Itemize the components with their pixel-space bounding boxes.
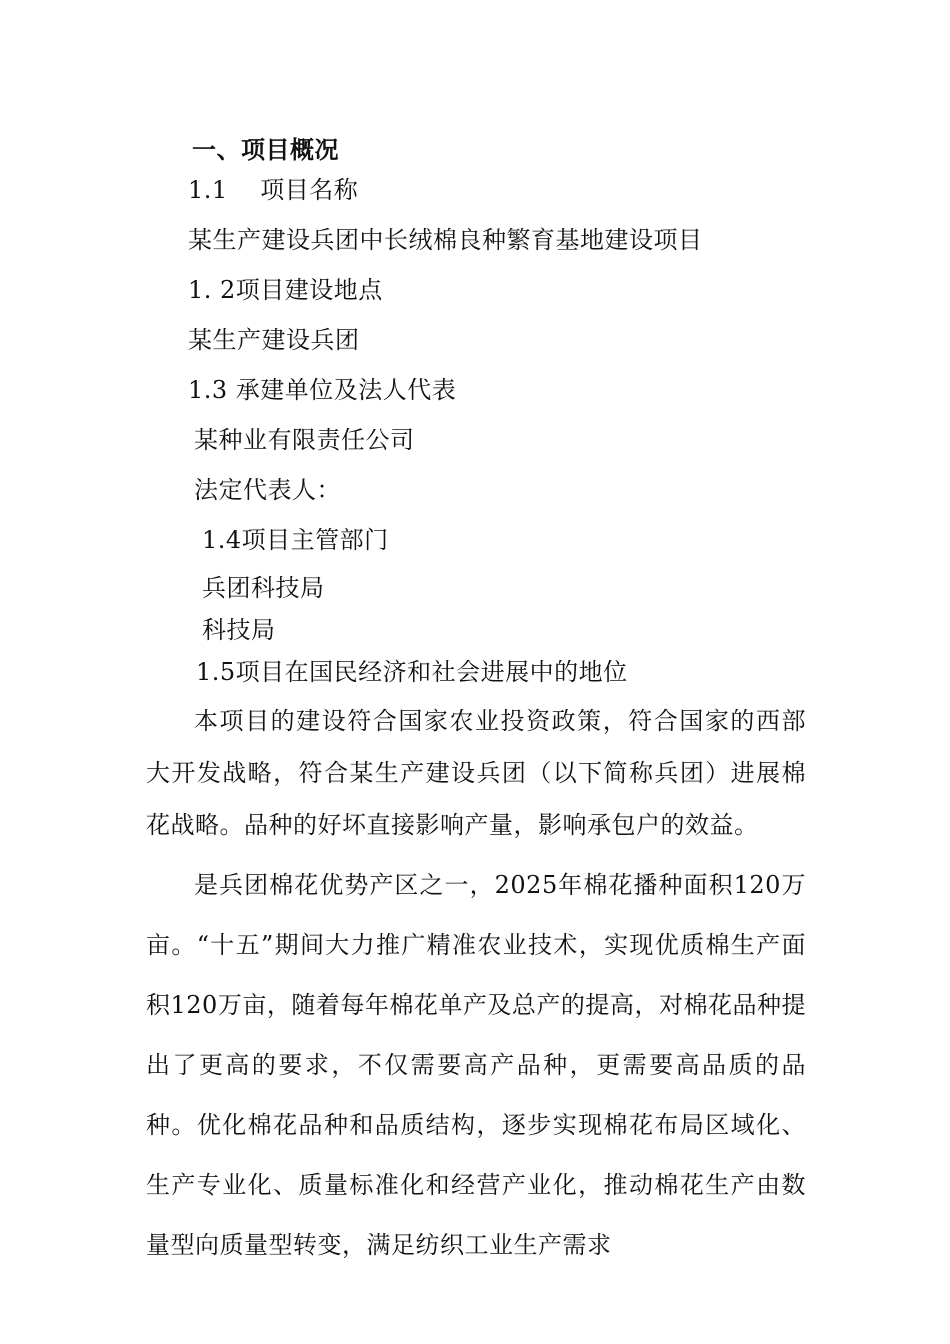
contractor-name: 某种业有限责任公司 xyxy=(194,426,415,454)
legal-representative: 法定代表人： xyxy=(194,476,341,504)
paragraph-2: 是兵团棉花优势产区之一，2025年棉花播种面积120万亩。“十五”期间大力推广精准农业技术，实现优质棉生产面积120万亩，随着每年棉花单产及总产的提高，对棉花品种提出了更高的要求，不仅需要高产品种，更需要高品质的品种。优化棉花品种和品质结构，逐步实现棉花布局区域化、生产专业化、质量标准化和经营产业化，推动棉花生产由数量型向质量型转变，满足纺织工业生产需求 xyxy=(146,871,806,1259)
item-label-1-4: 1.4项目主管部门 xyxy=(202,526,389,554)
item-label-1-5: 1.5项目在国民经济和社会进展中的地位 xyxy=(196,658,628,686)
authority-sub: 科技局 xyxy=(202,616,276,644)
item-label-1-2: 1. 2项目建设地点 xyxy=(188,276,383,304)
paragraph-1: 本项目的建设符合国家农业投资政策，符合国家的西部大开发战略，符合某生产建设兵团（以下简称兵团）进展棉花战略。品种的好坏直接影响产量，影响承包户的效益。 xyxy=(146,707,806,839)
item-label-1-1: 1.1 项目名称 xyxy=(188,176,359,204)
project-location: 某生产建设兵团 xyxy=(188,326,360,354)
section-heading: 一、项目概况 xyxy=(192,136,339,164)
authority-name: 兵团科技局 xyxy=(202,574,325,602)
item-label-1-3: 1.3 承建单位及法人代表 xyxy=(188,376,457,404)
project-name: 某生产建设兵团中长绒棉良种繁育基地建设项目 xyxy=(188,226,703,254)
